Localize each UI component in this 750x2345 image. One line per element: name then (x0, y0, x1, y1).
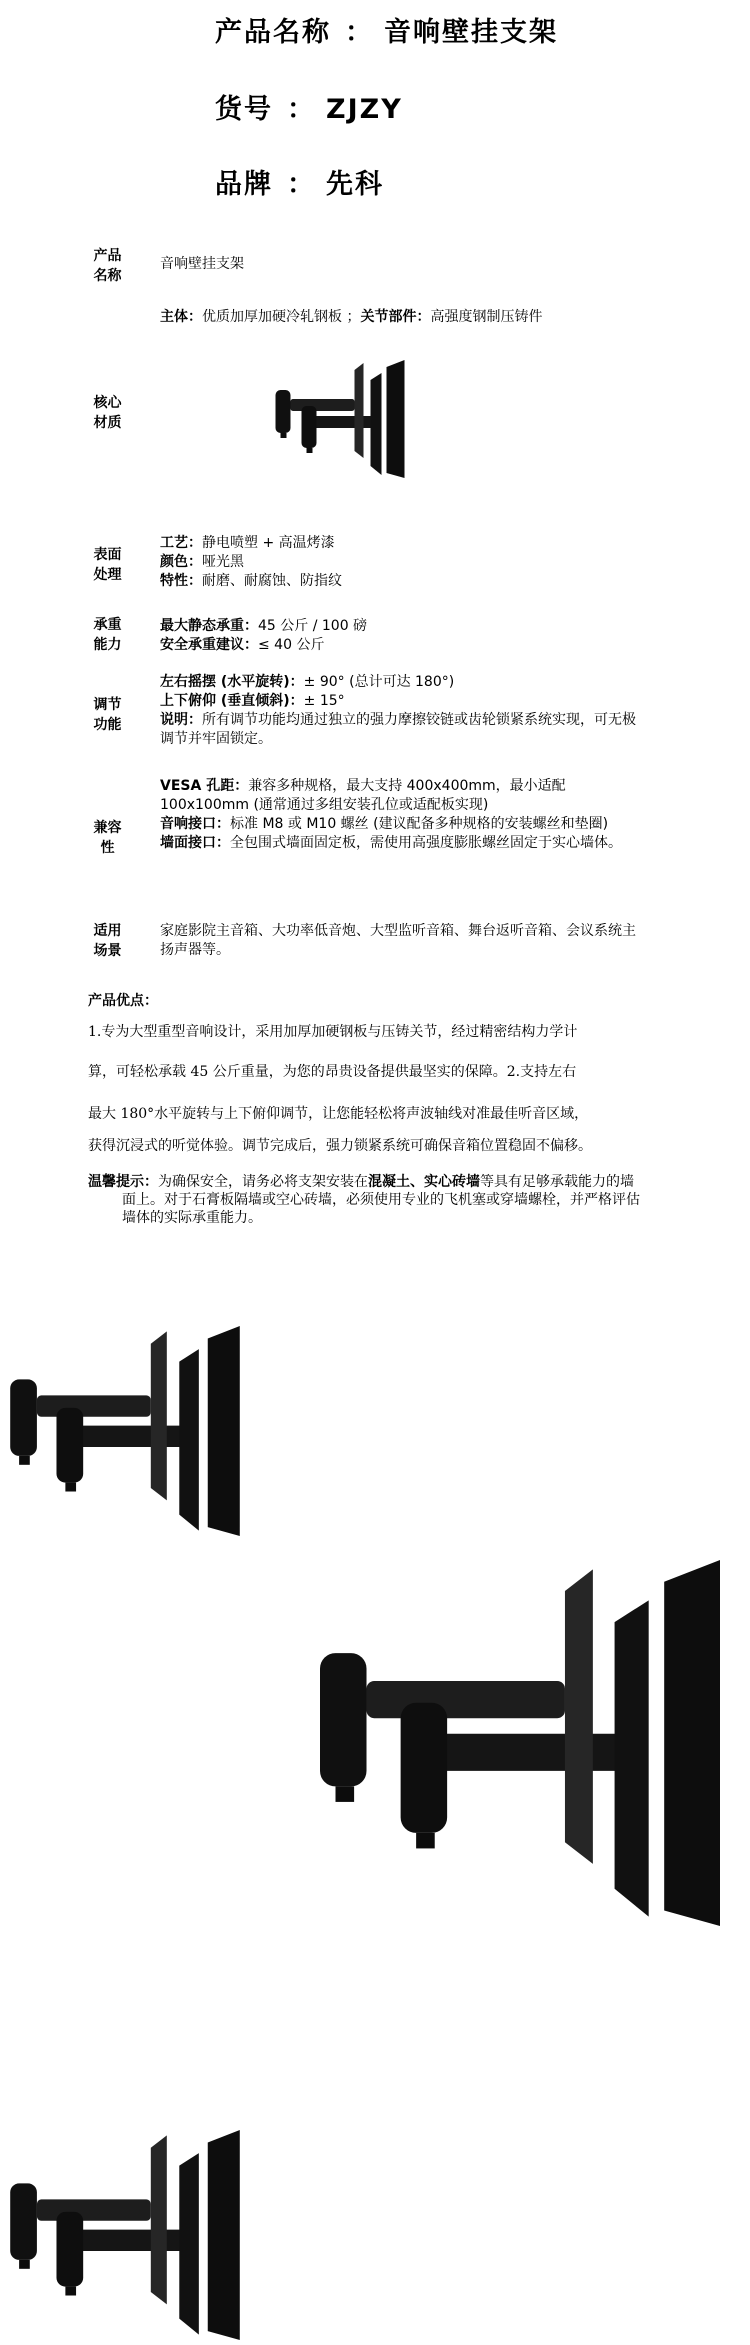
spec-value-name: 音响壁挂支架 (160, 256, 244, 272)
spec-value-compat: VESA 孔距：兼容多种规格，最大支持 400x400mm，最小适配 100x100mm (通常通过多组安装孔位或适配板实现) 音响接口：标准 M8 或 M10 螺丝 (建议配备多种规格的安装螺丝和垫圈) 墙面接口：全包围式墙面固定板，需使用高强度膨胀螺丝固定于实心墙体。 (160, 778, 622, 851)
advantages-line-4: 获得沉浸式的听觉体验。调节完成后，强力锁紧系统可确保音箱位置稳固不偏移。 (88, 1138, 592, 1154)
product-image-2 (320, 1560, 720, 1926)
product-name-value: 音响壁挂支架 (384, 17, 558, 48)
product-image-1 (10, 1326, 240, 1536)
sku-key: 货号 (215, 94, 273, 125)
safety-tip: 温馨提示：为确保安全，请务必将支架安装在混凝土、实心砖墙等具有足够承载能力的墙面上。对于石膏板隔墙或空心砖墙，必须使用专业的飞机塞或穿墙螺栓，并严格评估墙体的实际承重能力。 (88, 1174, 640, 1226)
spec-label-compat: 兼容 性 (93, 820, 122, 856)
brand-header (215, 162, 384, 201)
product-name-sep: ： (345, 17, 374, 48)
safety-tip-key: 温馨提示： (88, 1174, 158, 1190)
spec-label-load: 承重 能力 (93, 617, 122, 653)
product-image-small (275, 360, 405, 478)
sku-value: ZJZY (326, 94, 403, 125)
spec-label-name: 产品 名称 (93, 248, 122, 284)
advantages-line-3: 最大 180°水平旋转与上下俯仰调节，让您能轻松将声波轴线对准最佳听音区域， (88, 1106, 589, 1122)
sku-sep: ： (287, 94, 316, 125)
product-image-3 (10, 2130, 240, 2340)
brand-key: 品牌 (215, 169, 273, 200)
advantages-line-1: 1.专为大型重型音响设计，采用加厚加硬钢板与压铸关节，经过精密结构力学计 (88, 1024, 578, 1040)
spec-value-material: 主体：优质加厚加硬冷轧钢板 ；关节部件：高强度钢制压铸件 (160, 309, 543, 325)
spec-value-surface: 工艺：静电喷塑 + 高温烤漆 颜色：哑光黑 特性：耐磨、耐腐蚀、防指纹 (160, 535, 342, 589)
spec-label-surface: 表面 处理 (93, 547, 122, 583)
spec-label-usage: 适用 场景 (93, 923, 122, 959)
advantages-title: 产品优点： (88, 993, 158, 1009)
product-name-key: 产品名称 (215, 17, 331, 48)
spec-value-load: 最大静态承重：45 公斤 / 100 磅 安全承重建议：≤ 40 公斤 (160, 618, 368, 653)
product-name-header (215, 10, 558, 49)
spec-label-material: 核心 材质 (93, 395, 122, 431)
spec-label-adjust: 调节 功能 (93, 697, 122, 733)
advantages-line-2: 算，可轻松承载 45 公斤重量，为您的昂贵设备提供最坚实的保障。2.支持左右 (88, 1064, 577, 1080)
brand-sep: ： (287, 169, 316, 200)
sku-header (215, 87, 403, 126)
brand-value: 先科 (326, 169, 384, 200)
spec-value-usage: 家庭影院主音箱、大功率低音炮、大型监听音箱、舞台返听音箱、会议系统主扬声器等。 (160, 923, 636, 958)
spec-value-adjust: 左右摇摆 (水平旋转)：± 90° (总计可达 180°) 上下俯仰 (垂直倾斜)：± 15° 说明：所有调节功能均通过独立的强力摩擦铰链或齿轮锁紧系统实现，可无极调节并牢固锁定。 (160, 674, 636, 747)
